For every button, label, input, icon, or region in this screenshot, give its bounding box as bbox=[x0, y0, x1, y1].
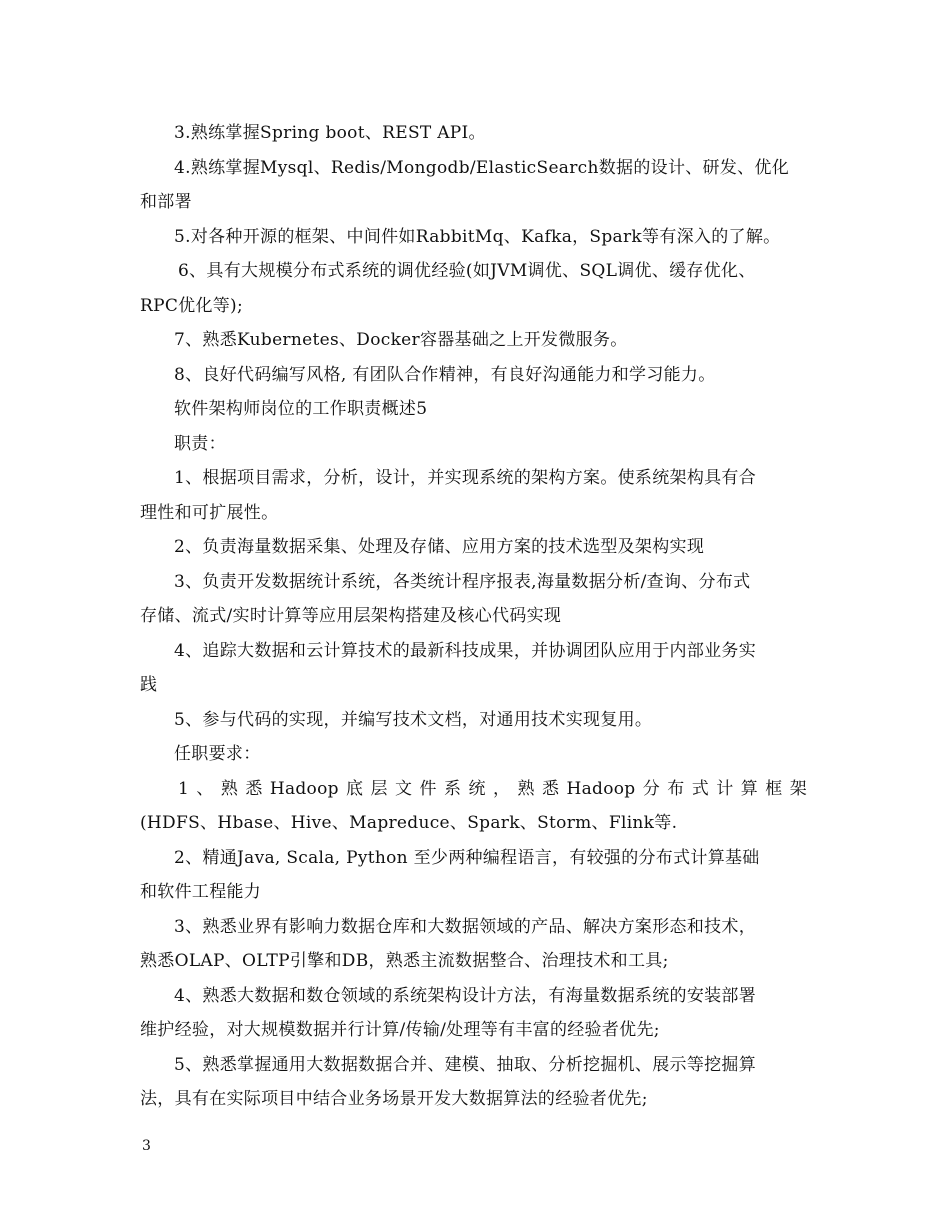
justified-token: 布 bbox=[667, 778, 685, 799]
paragraph-line: 1、根据项目需求，分析，设计，并实现系统的架构方案。使系统架构具有合 bbox=[174, 468, 757, 488]
paragraph-line: 和软件工程能力 bbox=[140, 882, 262, 902]
paragraph-line: 存储、流式/实时计算等应用层架构搭建及核心代码实现 bbox=[140, 606, 562, 626]
justified-paragraph-line bbox=[140, 772, 825, 807]
justified-token: 框 bbox=[765, 778, 783, 799]
paragraph-line: 4.熟练掌握Mysql、Redis/Mongodb/ElasticSearch数据的设计、研发、优化 bbox=[174, 157, 790, 178]
paragraph-line: 2、精通Java, Scala, Python 至少两种编程语言，有较强的分布式计算基础 bbox=[174, 847, 760, 868]
justified-token: Hadoop bbox=[269, 778, 339, 799]
paragraph-line: 6、具有大规模分布式系统的调优经验(如JVM调优、SQL调优、缓存优化、 bbox=[178, 261, 756, 281]
subsection-heading: 职责： bbox=[174, 433, 226, 454]
justified-token: 悉 bbox=[542, 778, 560, 799]
paragraph-line: 维护经验，对大规模数据并行计算/传输/处理等有丰富的经验者优先; bbox=[140, 1020, 660, 1040]
paragraph-line: 理性和可扩展性。 bbox=[140, 502, 279, 523]
paragraph-line: 3、负责开发数据统计系统，各类统计程序报表,海量数据分析/查询、分布式 bbox=[174, 571, 751, 592]
paragraph-line: 法，具有在实际项目中结合业务场景开发大数据算法的经验者优先; bbox=[140, 1089, 648, 1109]
justified-token: 计 bbox=[716, 778, 734, 799]
paragraph-line: 7、熟悉Kubernetes、Docker容器基础之上开发微服务。 bbox=[174, 330, 628, 350]
paragraph-line: RPC优化等); bbox=[140, 295, 244, 316]
justified-token: 算 bbox=[740, 778, 758, 799]
justified-token: 文 bbox=[395, 778, 413, 799]
justified-token: Hadoop bbox=[566, 778, 636, 799]
justified-token: 悉 bbox=[245, 778, 263, 799]
paragraph-line: 3.熟练掌握Spring boot、REST API。 bbox=[174, 123, 486, 143]
justified-token: 分 bbox=[642, 778, 660, 799]
justified-token: 熟 bbox=[220, 778, 239, 799]
paragraph-line: 2、负责海量数据采集、处理及存储、应用方案的技术选型及架构实现 bbox=[174, 537, 705, 557]
paragraph-line: 4、追踪大数据和云计算技术的最新科技成果，并协调团队应用于内部业务实 bbox=[174, 640, 757, 661]
justified-token: 式 bbox=[691, 778, 709, 799]
page-number: 3 bbox=[142, 1138, 151, 1154]
paragraph-line: (HDFS、Hbase、Hive、Mapreduce、Spark、Storm、Flink等. bbox=[140, 813, 678, 833]
subsection-heading: 任职要求： bbox=[174, 744, 261, 764]
justified-token: 件 bbox=[419, 778, 437, 799]
paragraph-line: 5、参与代码的实现，并编写技术文档，对通用技术实现复用。 bbox=[174, 709, 653, 730]
justified-token: 层 bbox=[370, 778, 388, 799]
paragraph-line: 3、熟悉业界有影响力数据仓库和大数据领域的产品、解决方案形态和技术， bbox=[174, 916, 757, 937]
justified-token: 统 bbox=[468, 778, 486, 799]
paragraph-line: 践 bbox=[140, 675, 158, 695]
justified-token: 架 bbox=[789, 778, 807, 799]
paragraph-line: 5、熟悉掌握通用大数据数据合并、建模、抽取、分析挖掘机、展示等挖掘算 bbox=[174, 1054, 757, 1075]
justified-token: 底 bbox=[346, 778, 364, 799]
justified-token: 1 bbox=[178, 778, 190, 799]
justified-token: 、 bbox=[196, 778, 214, 799]
paragraph-line: 熟悉OLAP、OLTP引擎和DB，熟悉主流数据整合、治理技术和工具; bbox=[140, 951, 669, 971]
paragraph-line: 8、良好代码编写风格, 有团队合作精神，有良好沟通能力和学习能力。 bbox=[174, 364, 716, 385]
justified-token: 系 bbox=[444, 778, 462, 799]
justified-token: 熟 bbox=[517, 778, 535, 799]
document-body bbox=[140, 116, 825, 1117]
section-heading: 软件架构师岗位的工作职责概述5 bbox=[174, 399, 428, 419]
paragraph-line: 和部署 bbox=[140, 192, 192, 212]
paragraph-line: 4、熟悉大数据和数仓领域的系统架构设计方法，有海量数据系统的安装部署 bbox=[174, 985, 757, 1006]
justified-token: ， bbox=[493, 778, 511, 799]
paragraph-line: 5.对各种开源的框架、中间件如RabbitMq、Kafka，Spark等有深入的了解。 bbox=[174, 226, 781, 247]
